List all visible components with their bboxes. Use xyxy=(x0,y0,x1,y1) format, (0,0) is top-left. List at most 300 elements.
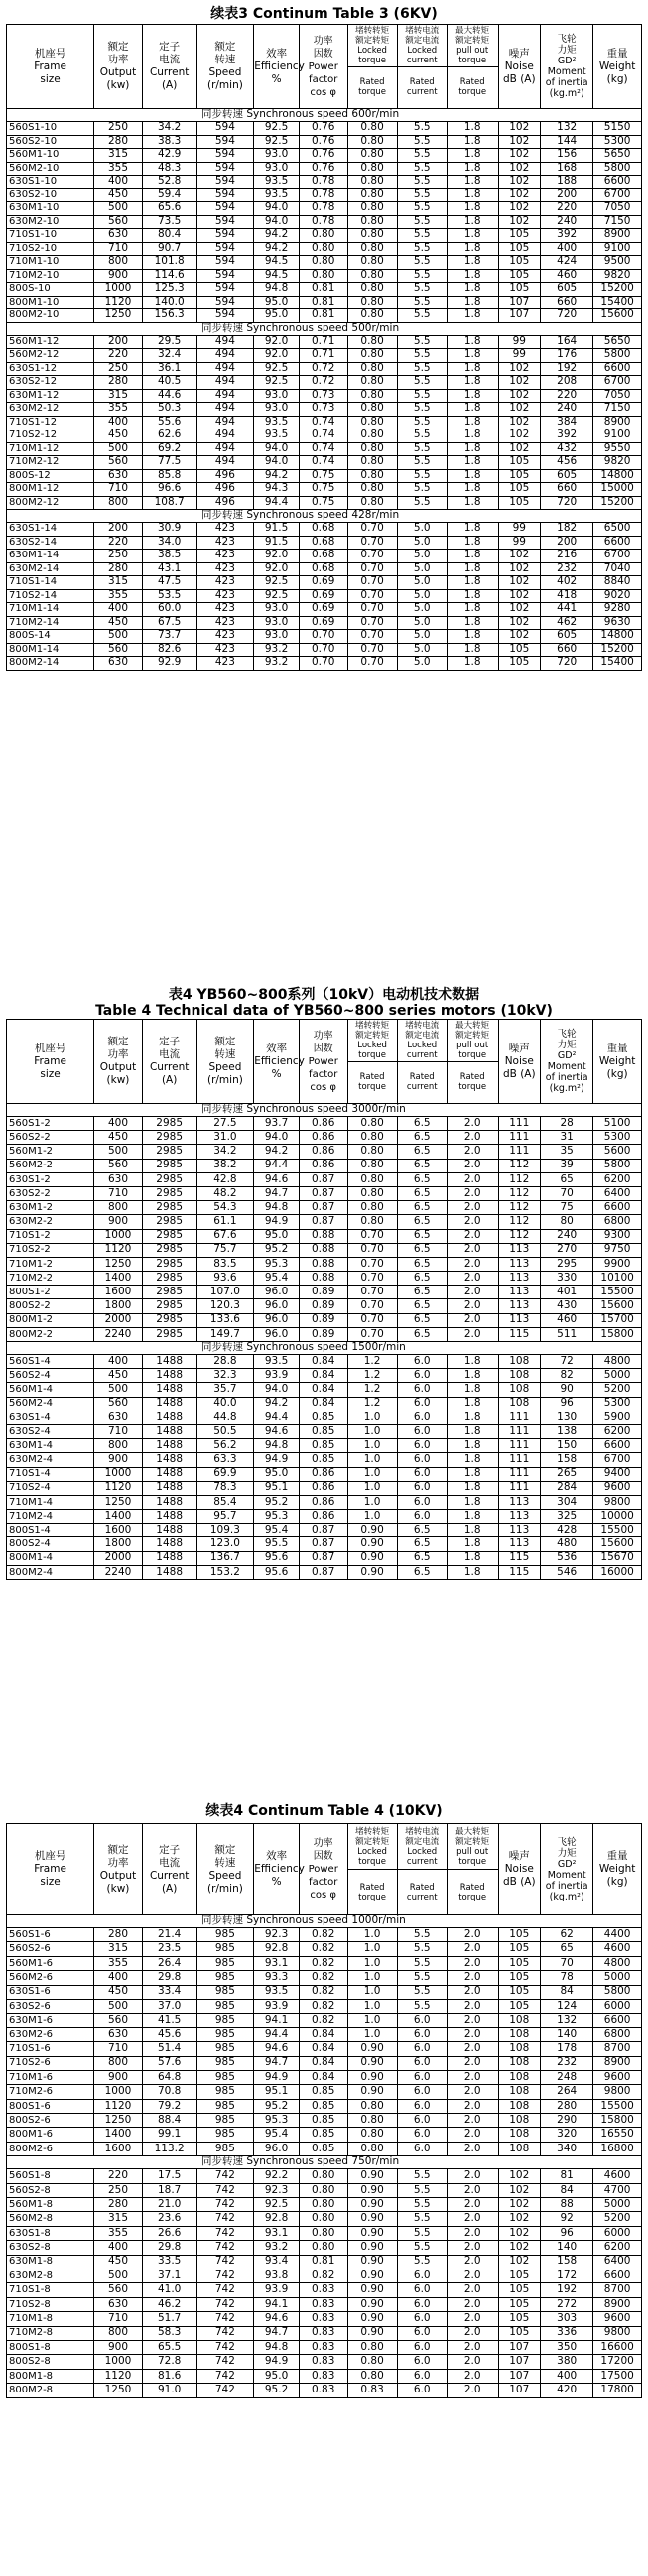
data-cell: 107 xyxy=(498,2355,541,2369)
data-cell: 630 xyxy=(94,2027,143,2041)
frame-size-cell: 560S2-10 xyxy=(7,135,94,149)
table-row xyxy=(7,429,642,443)
data-cell: 105 xyxy=(498,483,541,497)
data-cell: 45.6 xyxy=(142,2027,196,2041)
speed-group-row xyxy=(7,1104,642,1117)
data-cell: 111 xyxy=(498,1424,541,1438)
data-cell: 1.0 xyxy=(347,2027,397,2041)
data-cell: 290 xyxy=(541,2114,593,2128)
data-cell: 0.80 xyxy=(347,1145,397,1159)
data-cell: 0.80 xyxy=(299,242,347,256)
data-cell: 108.7 xyxy=(142,496,196,510)
data-cell: 92.5 xyxy=(254,135,300,149)
data-cell: 0.80 xyxy=(347,1159,397,1172)
col-power-factor: 功率 因数 Power factor cos φ xyxy=(299,1824,347,1915)
data-cell: 136.7 xyxy=(196,1551,254,1565)
data-cell: 133.6 xyxy=(196,1313,254,1327)
data-cell: 94.4 xyxy=(254,2027,300,2041)
data-cell: 1250 xyxy=(94,1495,143,1509)
data-cell: 111 xyxy=(498,1467,541,1481)
data-cell: 1600 xyxy=(94,1524,143,1537)
data-cell: 0.74 xyxy=(299,456,347,470)
data-cell: 6.0 xyxy=(397,1383,447,1397)
data-cell: 0.90 xyxy=(347,2212,397,2226)
data-cell: 192 xyxy=(541,2283,593,2297)
data-cell: 6.0 xyxy=(397,2297,447,2311)
data-cell: 93.0 xyxy=(254,403,300,417)
col-locked-current: 堵转电流 额定电流 Locked current xyxy=(397,25,447,67)
data-cell: 2985 xyxy=(142,1145,196,1159)
data-cell: 0.73 xyxy=(299,403,347,417)
data-cell: 32.4 xyxy=(142,349,196,363)
speed-group-label: 同步转速 Synchronous speed 500r/min xyxy=(7,322,642,335)
data-cell: 92.3 xyxy=(254,1928,300,1942)
data-cell: 108 xyxy=(498,2099,541,2113)
data-cell: 1488 xyxy=(142,1565,196,1579)
data-cell: 36.1 xyxy=(142,362,196,376)
data-cell: 1.8 xyxy=(447,442,498,456)
data-cell: 594 xyxy=(196,149,254,163)
data-cell: 108 xyxy=(498,2056,541,2070)
data-cell: 402 xyxy=(541,576,593,590)
data-cell: 1.8 xyxy=(447,1537,498,1551)
data-cell: 81.6 xyxy=(142,2369,196,2383)
frame-size-cell: 710M2-8 xyxy=(7,2326,94,2340)
table-row xyxy=(7,1956,642,1970)
data-cell: 985 xyxy=(196,2099,254,2113)
data-cell: 101.8 xyxy=(142,256,196,270)
data-cell: 23.5 xyxy=(142,1942,196,1956)
data-cell: 0.86 xyxy=(299,1159,347,1172)
table-row xyxy=(7,456,642,470)
data-cell: 2985 xyxy=(142,1272,196,1286)
data-cell: 92.9 xyxy=(142,657,196,671)
data-cell: 5600 xyxy=(593,1145,642,1159)
frame-size-cell: 710M1-14 xyxy=(7,603,94,617)
data-cell: 2.0 xyxy=(447,2198,498,2212)
col-frame-size: 机座号 Frame size xyxy=(7,1020,94,1104)
table-row xyxy=(7,1243,642,1257)
data-cell: 0.86 xyxy=(299,1131,347,1145)
data-cell: 95.6 xyxy=(254,1551,300,1565)
col-power-factor: 功率 因数 Power factor cos φ xyxy=(299,1020,347,1104)
data-cell: 4600 xyxy=(593,2169,642,2183)
data-cell: 1488 xyxy=(142,1411,196,1424)
data-cell: 47.5 xyxy=(142,576,196,590)
data-cell: 0.75 xyxy=(299,483,347,497)
data-cell: 0.81 xyxy=(299,309,347,323)
data-cell: 53.5 xyxy=(142,589,196,603)
data-cell: 0.80 xyxy=(347,1201,397,1215)
data-cell: 270 xyxy=(541,1243,593,1257)
data-cell: 0.90 xyxy=(347,2070,397,2084)
data-cell: 94.7 xyxy=(254,2326,300,2340)
data-cell: 140 xyxy=(541,2027,593,2041)
data-cell: 105 xyxy=(498,643,541,657)
table-row xyxy=(7,1172,642,1186)
data-cell: 0.78 xyxy=(299,215,347,229)
table-row xyxy=(7,2027,642,2041)
data-cell: 0.70 xyxy=(347,1327,397,1341)
data-cell: 2.0 xyxy=(447,1327,498,1341)
data-cell: 102 xyxy=(498,362,541,376)
data-cell: 0.74 xyxy=(299,442,347,456)
data-cell: 0.80 xyxy=(299,2183,347,2197)
data-cell: 1250 xyxy=(94,309,143,323)
frame-size-cell: 560S2-6 xyxy=(7,1942,94,1956)
data-cell: 92.5 xyxy=(254,122,300,136)
frame-size-cell: 800M2-14 xyxy=(7,657,94,671)
frame-size-cell: 710M1-4 xyxy=(7,1495,94,1509)
data-cell: 0.84 xyxy=(299,1397,347,1411)
data-cell: 123.0 xyxy=(196,1537,254,1551)
col-locked-current: 堵转电流 额定电流 Locked current xyxy=(397,1020,447,1062)
frame-size-cell: 710S1-6 xyxy=(7,2042,94,2056)
frame-size-cell: 800M1-2 xyxy=(7,1313,94,1327)
data-cell: 0.80 xyxy=(347,1215,397,1229)
data-cell: 0.89 xyxy=(299,1313,347,1327)
data-cell: 560 xyxy=(94,215,143,229)
data-cell: 2985 xyxy=(142,1131,196,1145)
data-cell: 182 xyxy=(541,523,593,537)
data-cell: 0.83 xyxy=(299,2297,347,2311)
data-cell: 0.90 xyxy=(347,2312,397,2326)
data-cell: 5.5 xyxy=(397,496,447,510)
data-cell: 430 xyxy=(541,1299,593,1313)
data-cell: 15800 xyxy=(593,2114,642,2128)
data-cell: 120.3 xyxy=(196,1299,254,1313)
frame-size-cell: 800M2-10 xyxy=(7,309,94,323)
data-cell: 105 xyxy=(498,1942,541,1956)
data-cell: 5.5 xyxy=(397,309,447,323)
data-cell: 4800 xyxy=(593,1355,642,1369)
data-cell: 0.90 xyxy=(347,2241,397,2255)
data-cell: 112 xyxy=(498,1172,541,1186)
data-cell: 9020 xyxy=(593,589,642,603)
data-cell: 42.9 xyxy=(142,149,196,163)
data-cell: 0.85 xyxy=(299,2114,347,2128)
data-cell: 710 xyxy=(94,1186,143,1200)
data-cell: 0.78 xyxy=(299,176,347,189)
frame-size-cell: 710S2-6 xyxy=(7,2056,94,2070)
table-row xyxy=(7,589,642,603)
table-row xyxy=(7,2070,642,2084)
data-cell: 1.0 xyxy=(347,1985,397,1999)
data-cell: 62.6 xyxy=(142,429,196,443)
speed-group-row xyxy=(7,322,642,335)
data-cell: 272 xyxy=(541,2297,593,2311)
data-cell: 96.0 xyxy=(254,1299,300,1313)
data-cell: 0.74 xyxy=(299,429,347,443)
table-row xyxy=(7,229,642,243)
col-rated-divisor: Rated current xyxy=(397,1061,447,1104)
data-cell: 8900 xyxy=(593,229,642,243)
data-cell: 6.5 xyxy=(397,1272,447,1286)
col-current: 定子 电流 Current (A) xyxy=(142,25,196,109)
data-cell: 94.2 xyxy=(254,1145,300,1159)
data-cell: 6.0 xyxy=(397,2369,447,2383)
table-row xyxy=(7,1424,642,1438)
data-cell: 9800 xyxy=(593,1495,642,1509)
data-cell: 5.5 xyxy=(397,403,447,417)
data-cell: 158 xyxy=(541,2255,593,2269)
data-cell: 32.3 xyxy=(196,1369,254,1383)
data-cell: 1.8 xyxy=(447,1565,498,1579)
data-cell: 1250 xyxy=(94,2384,143,2397)
data-cell: 742 xyxy=(196,2183,254,2197)
data-cell: 2985 xyxy=(142,1159,196,1172)
data-cell: 2.0 xyxy=(447,2297,498,2311)
data-cell: 9800 xyxy=(593,2085,642,2099)
data-cell: 34.2 xyxy=(142,122,196,136)
data-cell: 5.5 xyxy=(397,483,447,497)
data-cell: 5200 xyxy=(593,2212,642,2226)
data-cell: 0.83 xyxy=(299,2384,347,2397)
data-cell: 401 xyxy=(541,1286,593,1299)
data-cell: 1.8 xyxy=(447,536,498,550)
data-cell: 400 xyxy=(94,1355,143,1369)
data-cell: 0.80 xyxy=(347,2340,397,2354)
col-locked-torque: 堵转转矩 额定转矩 Locked torque xyxy=(347,1824,397,1870)
data-cell: 172 xyxy=(541,2269,593,2282)
data-cell: 80.4 xyxy=(142,229,196,243)
data-cell: 2985 xyxy=(142,1186,196,1200)
data-cell: 0.88 xyxy=(299,1272,347,1286)
data-cell: 0.80 xyxy=(299,2169,347,2183)
data-cell: 140 xyxy=(541,2241,593,2255)
data-cell: 93.0 xyxy=(254,149,300,163)
data-cell: 2.0 xyxy=(447,2283,498,2297)
data-cell: 6200 xyxy=(593,2241,642,2255)
data-cell: 27.5 xyxy=(196,1117,254,1131)
data-cell: 5.5 xyxy=(397,215,447,229)
data-cell: 7040 xyxy=(593,562,642,576)
frame-size-cell: 800S2-4 xyxy=(7,1537,94,1551)
data-cell: 441 xyxy=(541,603,593,617)
data-cell: 1.8 xyxy=(447,256,498,270)
data-cell: 0.89 xyxy=(299,1299,347,1313)
data-cell: 6.0 xyxy=(397,2099,447,2113)
data-cell: 720 xyxy=(541,496,593,510)
data-cell: 450 xyxy=(94,616,143,630)
data-cell: 1.8 xyxy=(447,215,498,229)
data-cell: 48.3 xyxy=(142,162,196,176)
table-row xyxy=(7,1145,642,1159)
data-cell: 1.8 xyxy=(447,429,498,443)
data-cell: 985 xyxy=(196,1942,254,1956)
data-cell: 0.80 xyxy=(347,442,397,456)
data-cell: 5.5 xyxy=(397,135,447,149)
data-cell: 102 xyxy=(498,442,541,456)
data-cell: 93.7 xyxy=(254,1117,300,1131)
table-row xyxy=(7,1186,642,1200)
table-row xyxy=(7,215,642,229)
data-cell: 39 xyxy=(541,1159,593,1172)
frame-size-cell: 710S2-12 xyxy=(7,429,94,443)
data-cell: 0.70 xyxy=(347,657,397,671)
data-cell: 2985 xyxy=(142,1313,196,1327)
data-cell: 0.70 xyxy=(347,1313,397,1327)
data-cell: 1.0 xyxy=(347,1453,397,1467)
data-cell: 4700 xyxy=(593,2183,642,2197)
data-cell: 18.7 xyxy=(142,2183,196,2197)
data-cell: 176 xyxy=(541,349,593,363)
data-cell: 742 xyxy=(196,2312,254,2326)
table-row xyxy=(7,562,642,576)
table-row xyxy=(7,603,642,617)
data-cell: 630 xyxy=(94,469,143,483)
data-cell: 494 xyxy=(196,442,254,456)
data-cell: 93.5 xyxy=(254,188,300,202)
data-cell: 6.5 xyxy=(397,1201,447,1215)
data-cell: 6.0 xyxy=(397,2384,447,2397)
data-cell: 2.0 xyxy=(447,1243,498,1257)
table-row xyxy=(7,149,642,163)
data-cell: 0.80 xyxy=(347,188,397,202)
data-cell: 2.0 xyxy=(447,2169,498,2183)
table-row xyxy=(7,2099,642,2113)
data-cell: 92.5 xyxy=(254,576,300,590)
data-cell: 985 xyxy=(196,1928,254,1942)
data-cell: 6600 xyxy=(593,2269,642,2282)
data-cell: 742 xyxy=(196,2297,254,2311)
data-cell: 5.0 xyxy=(397,657,447,671)
data-cell: 0.70 xyxy=(347,1243,397,1257)
data-cell: 2.0 xyxy=(447,2212,498,2226)
data-cell: 0.83 xyxy=(299,2369,347,2383)
data-cell: 80 xyxy=(541,1215,593,1229)
data-cell: 320 xyxy=(541,2128,593,2142)
data-cell: 1.8 xyxy=(447,630,498,644)
data-cell: 1.8 xyxy=(447,1424,498,1438)
data-cell: 9820 xyxy=(593,456,642,470)
table-row xyxy=(7,643,642,657)
data-cell: 111 xyxy=(498,1117,541,1131)
data-cell: 1000 xyxy=(94,2355,143,2369)
data-cell: 1.0 xyxy=(347,1411,397,1424)
data-cell: 5.5 xyxy=(397,2169,447,2183)
data-cell: 216 xyxy=(541,550,593,563)
data-cell: 61.1 xyxy=(196,1215,254,1229)
data-cell: 400 xyxy=(94,1971,143,1985)
frame-size-cell: 560S2-2 xyxy=(7,1131,94,1145)
data-cell: 5.0 xyxy=(397,589,447,603)
data-cell: 985 xyxy=(196,2085,254,2099)
data-cell: 96.6 xyxy=(142,483,196,497)
data-cell: 0.84 xyxy=(299,2070,347,2084)
data-cell: 2985 xyxy=(142,1299,196,1313)
data-cell: 1.8 xyxy=(447,135,498,149)
data-cell: 138 xyxy=(541,1424,593,1438)
data-cell: 985 xyxy=(196,1999,254,2013)
section-title: 续表3 Continum Table 3 (6KV) xyxy=(210,6,438,22)
data-cell: 95.2 xyxy=(254,1495,300,1509)
data-cell: 2.0 xyxy=(447,2128,498,2142)
data-cell: 52.8 xyxy=(142,176,196,189)
data-table xyxy=(6,1823,642,2398)
data-cell: 280 xyxy=(94,1928,143,1942)
data-cell: 0.80 xyxy=(347,309,397,323)
data-cell: 900 xyxy=(94,1453,143,1467)
data-cell: 5650 xyxy=(593,149,642,163)
data-cell: 0.76 xyxy=(299,122,347,136)
data-cell: 0.85 xyxy=(299,2099,347,2113)
data-cell: 95.4 xyxy=(254,1272,300,1286)
data-cell: 6.5 xyxy=(397,1159,447,1172)
table-row xyxy=(7,1159,642,1172)
frame-size-cell: 560S1-6 xyxy=(7,1928,94,1942)
data-cell: 0.82 xyxy=(299,2014,347,2027)
table-row xyxy=(7,616,642,630)
data-cell: 6.5 xyxy=(397,1565,447,1579)
data-cell: 2.0 xyxy=(447,1201,498,1215)
frame-size-cell: 710S1-8 xyxy=(7,2283,94,2297)
data-cell: 9630 xyxy=(593,616,642,630)
data-cell: 16600 xyxy=(593,2340,642,2354)
data-cell: 15600 xyxy=(593,1537,642,1551)
data-cell: 1.8 xyxy=(447,376,498,390)
data-cell: 900 xyxy=(94,1215,143,1229)
data-cell: 0.90 xyxy=(347,2042,397,2056)
frame-size-cell: 630M1-14 xyxy=(7,550,94,563)
data-cell: 6.0 xyxy=(397,1453,447,1467)
data-cell: 94.6 xyxy=(254,2042,300,2056)
data-cell: 88 xyxy=(541,2198,593,2212)
data-cell: 5.5 xyxy=(397,162,447,176)
data-cell: 65 xyxy=(541,1172,593,1186)
data-cell: 0.80 xyxy=(347,269,397,283)
frame-size-cell: 630M2-8 xyxy=(7,2269,94,2282)
data-cell: 0.83 xyxy=(299,2355,347,2369)
data-cell: 900 xyxy=(94,269,143,283)
frame-size-cell: 710M1-10 xyxy=(7,256,94,270)
data-cell: 95.0 xyxy=(254,309,300,323)
data-cell: 105 xyxy=(498,2283,541,2297)
data-cell: 93.4 xyxy=(254,2255,300,2269)
data-cell: 5300 xyxy=(593,1131,642,1145)
data-cell: 10100 xyxy=(593,1272,642,1286)
data-cell: 800 xyxy=(94,256,143,270)
data-cell: 92.0 xyxy=(254,335,300,349)
data-cell: 392 xyxy=(541,229,593,243)
data-cell: 6.5 xyxy=(397,1313,447,1327)
data-cell: 6.0 xyxy=(397,2114,447,2128)
data-cell: 132 xyxy=(541,2014,593,2027)
data-cell: 95.0 xyxy=(254,296,300,309)
data-cell: 92.2 xyxy=(254,2169,300,2183)
data-cell: 1.0 xyxy=(347,1510,397,1524)
col-speed: 额定 转速 Speed (r/min) xyxy=(196,1020,254,1104)
data-cell: 111 xyxy=(498,1439,541,1453)
frame-size-cell: 710M1-2 xyxy=(7,1257,94,1271)
frame-size-cell: 800M1-12 xyxy=(7,483,94,497)
data-cell: 102 xyxy=(498,603,541,617)
data-cell: 107 xyxy=(498,296,541,309)
data-cell: 1.8 xyxy=(447,496,498,510)
data-cell: 250 xyxy=(94,2183,143,2197)
frame-size-cell: 800M2-6 xyxy=(7,2142,94,2155)
table-row xyxy=(7,2369,642,2383)
data-cell: 315 xyxy=(94,149,143,163)
data-cell: 112 xyxy=(498,1186,541,1200)
table-row xyxy=(7,2241,642,2255)
data-cell: 5150 xyxy=(593,122,642,136)
table-row xyxy=(7,296,642,309)
data-cell: 114.6 xyxy=(142,269,196,283)
data-cell: 0.75 xyxy=(299,469,347,483)
frame-size-cell: 630S1-12 xyxy=(7,362,94,376)
data-cell: 108 xyxy=(498,2085,541,2099)
